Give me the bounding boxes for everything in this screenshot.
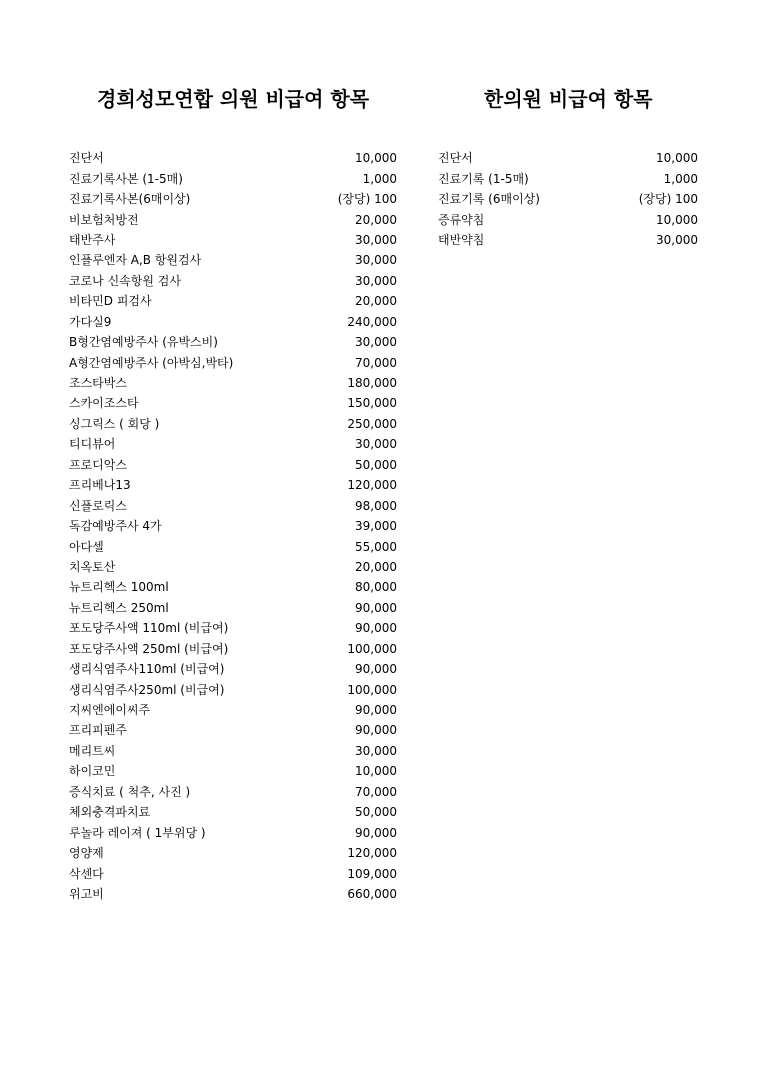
fee-item-price: 30,000 (656, 232, 698, 247)
fee-item-name: 뉴트리헥스 100ml (69, 580, 169, 595)
fee-item-name: 독감예방주사 4가 (69, 519, 162, 534)
fee-row (69, 312, 397, 332)
fee-item-price: 30,000 (355, 743, 397, 758)
fee-item-name: 진단서 (69, 151, 104, 166)
fee-item-name: B형간염예방주사 (유박스비) (69, 335, 218, 350)
fee-row (69, 843, 397, 863)
fee-item-price: 90,000 (355, 662, 397, 677)
fee-item-name: 프리베나13 (69, 478, 131, 493)
fee-item-price: 10,000 (355, 764, 397, 779)
fee-item-name: 진단서 (438, 151, 473, 166)
fee-row (69, 557, 397, 577)
fee-row (69, 618, 397, 638)
fee-item-name: 위고비 (69, 886, 104, 901)
fee-row (438, 230, 698, 250)
fee-row (69, 741, 397, 761)
fee-item-name: 코로나 신속항원 검사 (69, 273, 181, 288)
fee-item-price: 20,000 (355, 212, 397, 227)
fee-item-name: 조스타박스 (69, 376, 127, 391)
fee-row (69, 884, 397, 904)
fee-row (69, 271, 397, 291)
oriental-clinic-fee-list (438, 148, 698, 250)
oriental-clinic-fee-title: 한의원 비급여 항목 (484, 87, 653, 111)
fee-row (438, 148, 698, 168)
fee-item-name: 아다셀 (69, 539, 104, 554)
fee-item-name: 생리식염주사250ml (비급여) (69, 682, 225, 697)
fee-item-price: (장당) 100 (638, 192, 698, 207)
fee-item-name: 태반주사 (69, 232, 116, 247)
fee-item-price: 50,000 (355, 805, 397, 820)
fee-row (69, 516, 397, 536)
fee-item-price: 30,000 (355, 273, 397, 288)
fee-item-name: 스카이조스타 (69, 396, 139, 411)
fee-row (69, 168, 397, 188)
fee-item-name: 포도당주사액 250ml (비급여) (69, 641, 229, 656)
fee-row (69, 495, 397, 515)
fee-item-price: 50,000 (355, 457, 397, 472)
fee-item-price: 10,000 (656, 212, 698, 227)
fee-item-price: 100,000 (347, 682, 397, 697)
fee-item-price: 180,000 (347, 376, 397, 391)
fee-row (69, 250, 397, 270)
fee-row (69, 598, 397, 618)
fee-item-price: 70,000 (355, 784, 397, 799)
fee-item-price: 250,000 (347, 416, 397, 431)
fee-item-price: 150,000 (347, 396, 397, 411)
fee-item-name: 삭센다 (69, 866, 104, 881)
fee-item-name: 진료기록 (1-5매) (438, 171, 529, 186)
fee-row (69, 720, 397, 740)
fee-item-price: 109,000 (347, 866, 397, 881)
fee-item-name: 루놀라 레이져 ( 1부위당 ) (69, 825, 206, 840)
fee-item-name: 영양제 (69, 846, 104, 861)
fee-item-price: 240,000 (347, 314, 397, 329)
fee-item-price: 1,000 (362, 171, 397, 186)
fee-row (69, 148, 397, 168)
fee-row (69, 352, 397, 372)
fee-item-price: 20,000 (355, 294, 397, 309)
fee-item-name: 티디뷰어 (69, 437, 116, 452)
fee-item-name: 진료기록사본 (1-5매) (69, 171, 183, 186)
fee-row (69, 802, 397, 822)
fee-item-name: 신플로릭스 (69, 498, 127, 513)
fee-item-price: 120,000 (347, 478, 397, 493)
fee-row (69, 863, 397, 883)
fee-row (69, 536, 397, 556)
fee-row (69, 659, 397, 679)
fee-row (69, 291, 397, 311)
fee-item-price: 98,000 (355, 498, 397, 513)
fee-row (438, 168, 698, 188)
fee-row (69, 455, 397, 475)
fee-row (69, 373, 397, 393)
fee-row (69, 475, 397, 495)
fee-item-name: 치옥토산 (69, 559, 116, 574)
fee-item-name: 하이코민 (69, 764, 116, 779)
clinic-fee-title: 경희성모연합 의원 비급여 항목 (97, 87, 370, 111)
fee-item-price: 90,000 (355, 621, 397, 636)
fee-item-price: 80,000 (355, 580, 397, 595)
fee-item-name: 인플루엔자 A,B 항원검사 (69, 253, 202, 268)
fee-item-name: 싱그릭스 ( 회당 ) (69, 416, 160, 431)
fee-item-price: 20,000 (355, 559, 397, 574)
fee-item-name: 태반약침 (438, 232, 485, 247)
fee-item-price: 1,000 (663, 171, 698, 186)
fee-row (69, 577, 397, 597)
fee-row (69, 782, 397, 802)
fee-item-price: 90,000 (355, 600, 397, 615)
fee-item-name: 프리피펜주 (69, 723, 127, 738)
fee-item-name: 지씨엔에이씨주 (69, 703, 151, 718)
fee-row (438, 189, 698, 209)
fee-row (69, 822, 397, 842)
fee-item-price: 30,000 (355, 335, 397, 350)
fee-item-price: 90,000 (355, 703, 397, 718)
fee-item-name: A형간염예방주사 (아박심,박타) (69, 355, 234, 370)
fee-item-name: 비보험처방전 (69, 212, 139, 227)
fee-row (69, 700, 397, 720)
fee-item-name: 진료기록 (6매이상) (438, 192, 540, 207)
fee-row (69, 189, 397, 209)
fee-item-price: 660,000 (347, 886, 397, 901)
fee-item-price: 70,000 (355, 355, 397, 370)
fee-row (69, 434, 397, 454)
fee-item-price: 39,000 (355, 519, 397, 534)
fee-item-price: 30,000 (355, 232, 397, 247)
fee-row (69, 332, 397, 352)
fee-item-name: 프로디악스 (69, 457, 127, 472)
fee-item-price: 100,000 (347, 641, 397, 656)
fee-item-price: 55,000 (355, 539, 397, 554)
fee-item-price: 90,000 (355, 723, 397, 738)
fee-item-name: 체외충격파치료 (69, 805, 151, 820)
fee-item-price: (장당) 100 (337, 192, 397, 207)
fee-item-name: 포도당주사액 110ml (비급여) (69, 621, 229, 636)
fee-item-name: 메리트씨 (69, 743, 116, 758)
fee-item-name: 증류약침 (438, 212, 485, 227)
fee-item-price: 10,000 (355, 151, 397, 166)
fee-item-price: 10,000 (656, 151, 698, 166)
fee-item-price: 120,000 (347, 846, 397, 861)
fee-row (69, 209, 397, 229)
fee-item-price: 90,000 (355, 825, 397, 840)
fee-item-name: 가다실9 (69, 314, 112, 329)
fee-item-name: 생리식염주사110ml (비급여) (69, 662, 225, 677)
fee-item-name: 증식치료 ( 척추, 사진 ) (69, 784, 191, 799)
fee-item-price: 30,000 (355, 253, 397, 268)
fee-item-price: 30,000 (355, 437, 397, 452)
fee-row (69, 393, 397, 413)
fee-row (69, 761, 397, 781)
fee-item-name: 비타민D 피검사 (69, 294, 152, 309)
fee-item-name: 진료기록사본(6매이상) (69, 192, 191, 207)
fee-row (69, 230, 397, 250)
fee-row (438, 209, 698, 229)
fee-item-name: 뉴트리헥스 250ml (69, 600, 169, 615)
fee-row (69, 639, 397, 659)
fee-row (69, 679, 397, 699)
clinic-fee-list (69, 148, 397, 904)
fee-row (69, 414, 397, 434)
